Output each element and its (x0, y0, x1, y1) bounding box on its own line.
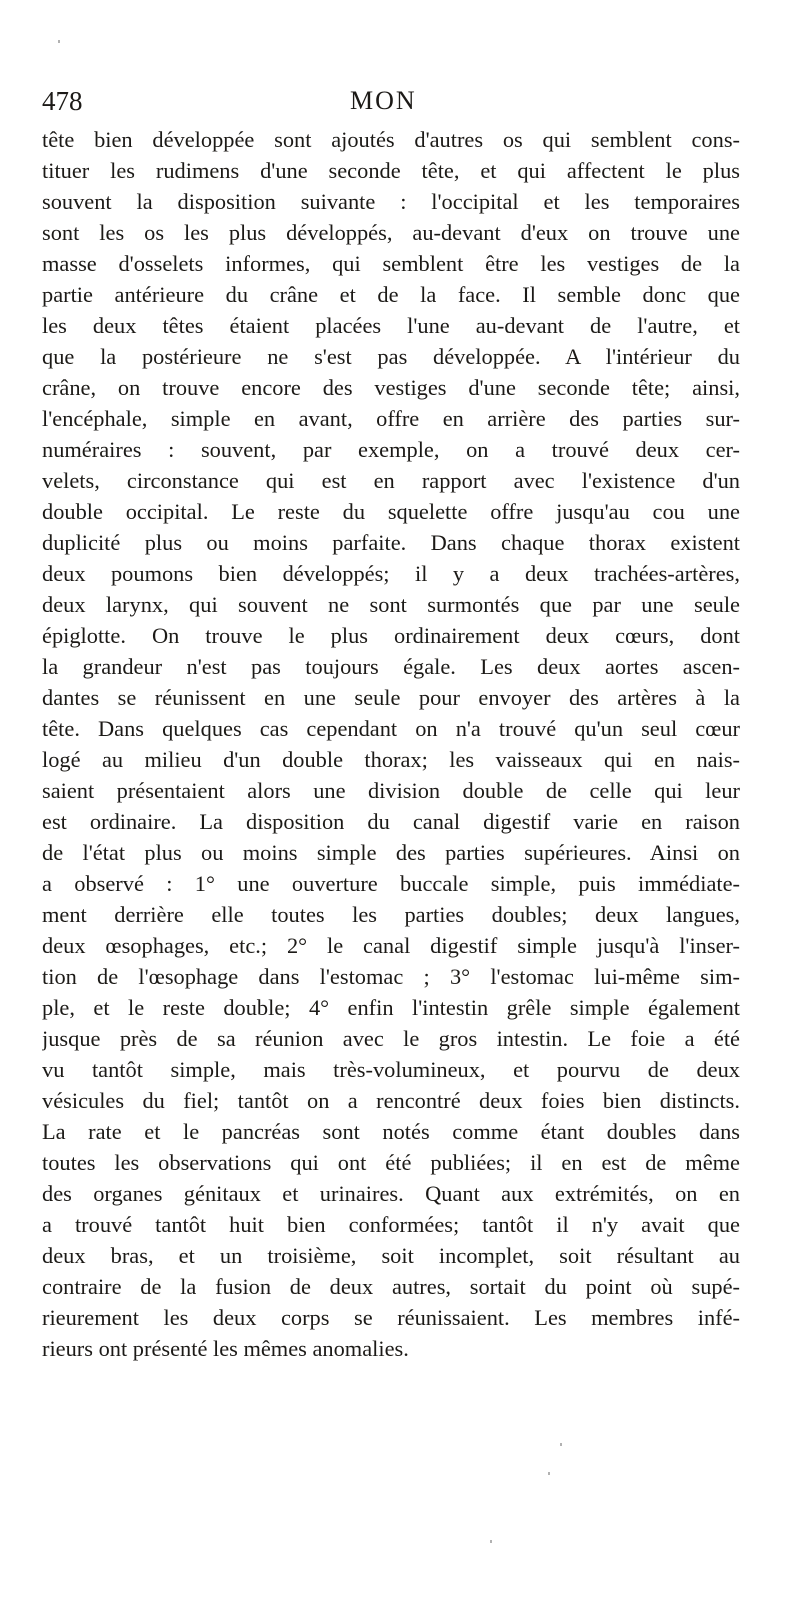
text-line: souvent la disposition suivante : l'occipital et les temporaires (42, 189, 740, 214)
text-line: la grandeur n'est pas toujours égale. Les deux aortes ascen- (42, 654, 740, 679)
print-speck (560, 1443, 562, 1446)
text-line: l'encéphale, simple en avant, offre en arrière des parties sur- (42, 406, 740, 431)
text-line: double occipital. Le reste du squelette offre jusqu'au cou une (42, 499, 740, 524)
text-line: saient présentaient alors une division double de celle qui leur (42, 778, 740, 803)
text-line: velets, circonstance qui est en rapport avec l'existence d'un (42, 468, 740, 493)
text-line: a trouvé tantôt huit bien conformées; tantôt il n'y avait que (42, 1212, 740, 1237)
text-line: vésicules du fiel; tantôt on a rencontré deux foies bien distincts. (42, 1088, 740, 1113)
text-line: des organes génitaux et urinaires. Quant aux extrémités, on en (42, 1181, 740, 1206)
text-line: dantes se réunissent en une seule pour envoyer des artères à la (42, 685, 740, 710)
text-line: les deux têtes étaient placées l'une au-devant de l'autre, et (42, 313, 740, 338)
text-line: logé au milieu d'un double thorax; les vaisseaux qui en nais- (42, 747, 740, 772)
text-line: partie antérieure du crâne et de la face. Il semble donc que (42, 282, 740, 307)
text-line: tête bien développée sont ajoutés d'autres os qui semblent cons- (42, 127, 740, 152)
text-line: La rate et le pancréas sont notés comme étant doubles dans (42, 1119, 740, 1144)
running-head: MON (350, 86, 417, 115)
print-speck (58, 40, 60, 43)
page-header (42, 86, 742, 122)
text-line: toutes les observations qui ont été publiées; il en est de même (42, 1150, 740, 1175)
text-line: duplicité plus ou moins parfaite. Dans chaque thorax existent (42, 530, 740, 555)
page-number: 478 (42, 86, 83, 116)
text-line: deux poumons bien développés; il y a deux trachées-artères, (42, 561, 740, 586)
text-line: ment derrière elle toutes les parties doubles; deux langues, (42, 902, 740, 927)
text-line: sont les os les plus développés, au-devant d'eux on trouve une (42, 220, 740, 245)
text-line: jusque près de sa réunion avec le gros intestin. Le foie a été (42, 1026, 740, 1051)
text-line: contraire de la fusion de deux autres, sortait du point où supé- (42, 1274, 740, 1299)
text-line: ple, et le reste double; 4° enfin l'intestin grêle simple également (42, 995, 740, 1020)
text-line: est ordinaire. La disposition du canal digestif varie en raison (42, 809, 740, 834)
text-line: deux larynx, qui souvent ne sont surmontés que par une seule (42, 592, 740, 617)
text-line: rieurement les deux corps se réunissaient. Les membres infé- (42, 1305, 740, 1330)
text-line: vu tantôt simple, mais très-volumineux, et pourvu de deux (42, 1057, 740, 1082)
text-line: tion de l'œsophage dans l'estomac ; 3° l'estomac lui-même sim- (42, 964, 740, 989)
text-line: de l'état plus ou moins simple des parties supérieures. Ainsi on (42, 840, 740, 865)
text-line: deux bras, et un troisième, soit incomplet, soit résultant au (42, 1243, 740, 1268)
text-line: épiglotte. On trouve le plus ordinairement deux cœurs, dont (42, 623, 740, 648)
text-line: numéraires : souvent, par exemple, on a trouvé deux cer- (42, 437, 740, 462)
print-speck (548, 1472, 550, 1475)
body-text (42, 124, 740, 1364)
print-speck (490, 1540, 492, 1543)
text-line: que la postérieure ne s'est pas développée. A l'intérieur du (42, 344, 740, 369)
text-line: tête. Dans quelques cas cependant on n'a trouvé qu'un seul cœur (42, 716, 740, 741)
text-line: deux œsophages, etc.; 2° le canal digestif simple jusqu'à l'inser- (42, 933, 740, 958)
text-line: a observé : 1° une ouverture buccale simple, puis immédiate- (42, 871, 740, 896)
text-line: masse d'osselets informes, qui semblent être les vestiges de la (42, 251, 740, 276)
text-line: tituer les rudimens d'une seconde tête, et qui affectent le plus (42, 158, 740, 183)
text-line: rieurs ont présenté les mêmes anomalies. (42, 1336, 409, 1361)
text-line: crâne, on trouve encore des vestiges d'une seconde tête; ainsi, (42, 375, 740, 400)
